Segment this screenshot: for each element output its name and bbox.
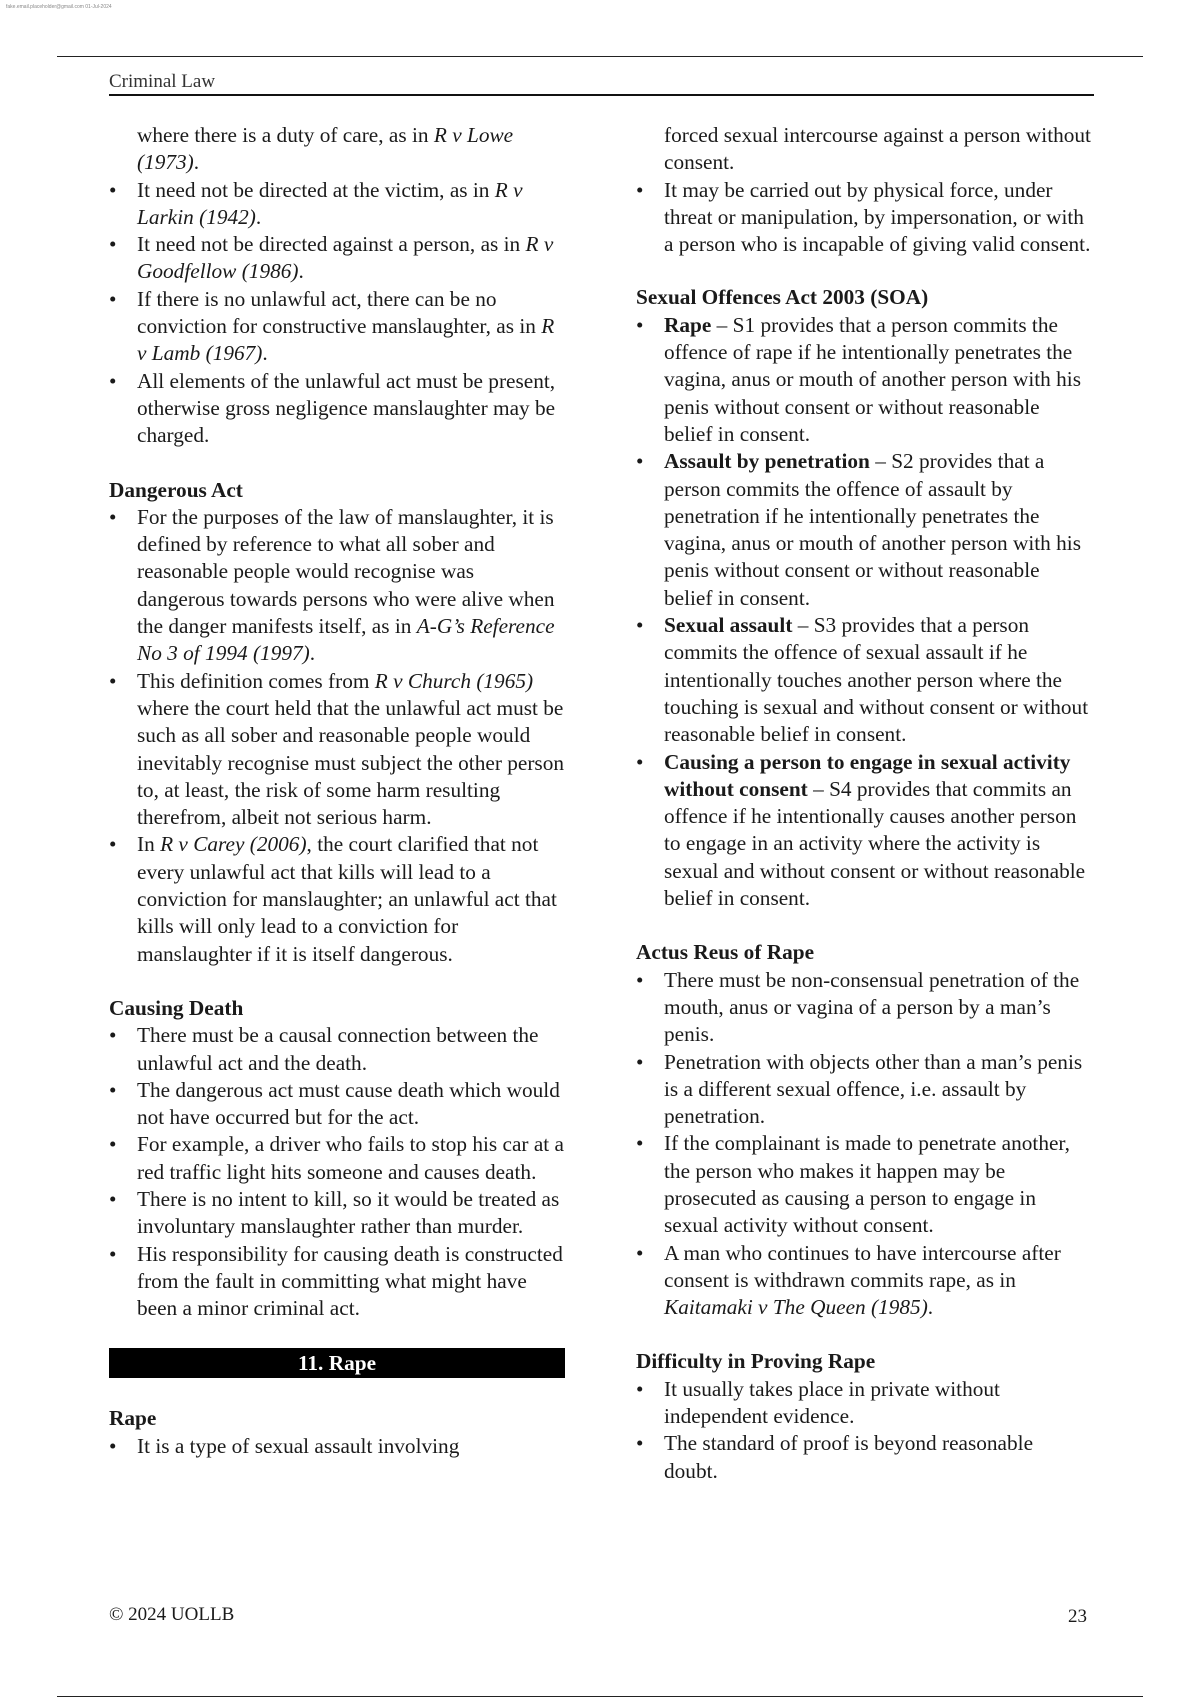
list-item: • There must be non-consensual penetration of the mouth, anus or vagina of a person by a man’s penis.: [636, 967, 1092, 1049]
list-item: • There is no intent to kill, so it would be treated as involuntary manslaughter rather than murder.: [109, 1186, 565, 1241]
list-item: • Assault by penetration – S2 provides that a person commits the offence of assault by penetration if he intentionally penetrates the vagina, anus or mouth of another person with his penis without consent or without reasonable belief in consent.: [636, 448, 1092, 612]
top-rule: [57, 56, 1143, 57]
intro-bullet-list: [109, 177, 565, 450]
list-item: • His responsibility for causing death is constructed from the fault in committing what might have been a minor criminal act.: [109, 1241, 565, 1323]
dangerous-act-list: [109, 504, 565, 968]
section-heading-causing-death: Causing Death: [109, 995, 244, 1020]
right-column: [636, 122, 1092, 1485]
soa-list: [636, 312, 1092, 913]
list-item: • It may be carried out by physical force, under threat or manipulation, by impersonation, or with a person who is incapable of giving valid consent.: [636, 177, 1092, 259]
list-item: • For the purposes of the law of manslaughter, it is defined by reference to what all sober and reasonable people would recognise was dangerous towards persons who were alive when the danger manifests itself, as in A-G’s Reference No 3 of 1994 (1997).: [109, 504, 565, 668]
rape-continued-list: [636, 177, 1092, 259]
list-item: • Penetration with objects other than a man’s penis is a different sexual offence, i.e. assault by penetration.: [636, 1049, 1092, 1131]
rape-list: [109, 1433, 565, 1460]
list-item: • Sexual assault – S3 provides that a person commits the offence of sexual assault if he intentionally touches another person where the touching is sexual and without consent or without reasonable belief in consent.: [636, 612, 1092, 748]
section-heading-difficulty: Difficulty in Proving Rape: [636, 1349, 876, 1374]
section-heading-soa: Sexual Offences Act 2003 (SOA): [636, 285, 929, 310]
list-item: • There must be a causal connection between the unlawful act and the death.: [109, 1022, 565, 1077]
page-number: 23: [1068, 1606, 1087, 1627]
list-item: • It need not be directed at the victim, as in R v Larkin (1942).: [109, 177, 565, 232]
continued-text: where there is a duty of care, as in R v Lowe (1973).: [137, 123, 514, 175]
difficulty-list: [636, 1376, 1092, 1485]
list-item: • In R v Carey (2006), the court clarified that not every unlawful act that kills will lead to a conviction for manslaughter; an unlawful act that kills will only lead to a conviction for manslaughter if it is itself dangerous.: [109, 831, 565, 967]
section-heading-rape: Rape: [109, 1406, 157, 1431]
list-item: • It usually takes place in private without independent evidence.: [636, 1376, 1092, 1431]
section-heading-actus-reus: Actus Reus of Rape: [636, 940, 815, 965]
list-item: • It is a type of sexual assault involving: [109, 1433, 565, 1460]
bottom-rule: [57, 1696, 1143, 1697]
list-item: • It need not be directed against a person, as in R v Goodfellow (1986).: [109, 231, 565, 286]
list-item: • All elements of the unlawful act must be present, otherwise gross negligence manslaughter may be charged.: [109, 368, 565, 450]
continued-text: forced sexual intercourse against a person without consent.: [664, 123, 1091, 175]
list-item: • If the complainant is made to penetrate another, the person who makes it happen may be prosecuted as causing a person to engage in sexual activity without consent.: [636, 1130, 1092, 1239]
list-item: • The dangerous act must cause death which would not have occurred but for the act.: [109, 1077, 565, 1132]
list-item: • Causing a person to engage in sexual activity without consent – S4 provides that commits an offence if he intentionally causes another person to engage in an activity where the activity is sexual and without consent or without reasonable belief in consent.: [636, 749, 1092, 913]
list-item: • For example, a driver who fails to stop his car at a red traffic light hits someone and causes death.: [109, 1131, 565, 1186]
running-header: Criminal Law: [109, 71, 1094, 96]
list-item: • Rape – S1 provides that a person commits the offence of rape if he intentionally penetrates the vagina, anus or mouth of another person with his penis without consent or without reasonable belief in consent.: [636, 312, 1092, 448]
copyright-footer: © 2024 UOLLB: [109, 1604, 235, 1625]
section-heading-dangerous-act: Dangerous Act: [109, 477, 243, 502]
actus-reus-list: [636, 967, 1092, 1322]
list-item: • The standard of proof is beyond reasonable doubt.: [636, 1430, 1092, 1485]
watermark: fake.email.placeholder@gmail.com 01-Jul-2024: [6, 4, 112, 10]
list-item: • If there is no unlawful act, there can be no conviction for constructive manslaughter, as in R v Lamb (1967).: [109, 286, 565, 368]
chapter-banner: 11. Rape: [109, 1348, 565, 1378]
list-item: • This definition comes from R v Church (1965) where the court held that the unlawful act must be such as all sober and reasonable people would inevitably recognise must subject the other person to, at least, the risk of some harm resulting therefrom, albeit not serious harm.: [109, 668, 565, 832]
list-item: • A man who continues to have intercourse after consent is withdrawn commits rape, as in Kaitamaki v The Queen (1985).: [636, 1240, 1092, 1322]
causing-death-list: [109, 1022, 565, 1322]
left-column: [109, 122, 565, 1460]
